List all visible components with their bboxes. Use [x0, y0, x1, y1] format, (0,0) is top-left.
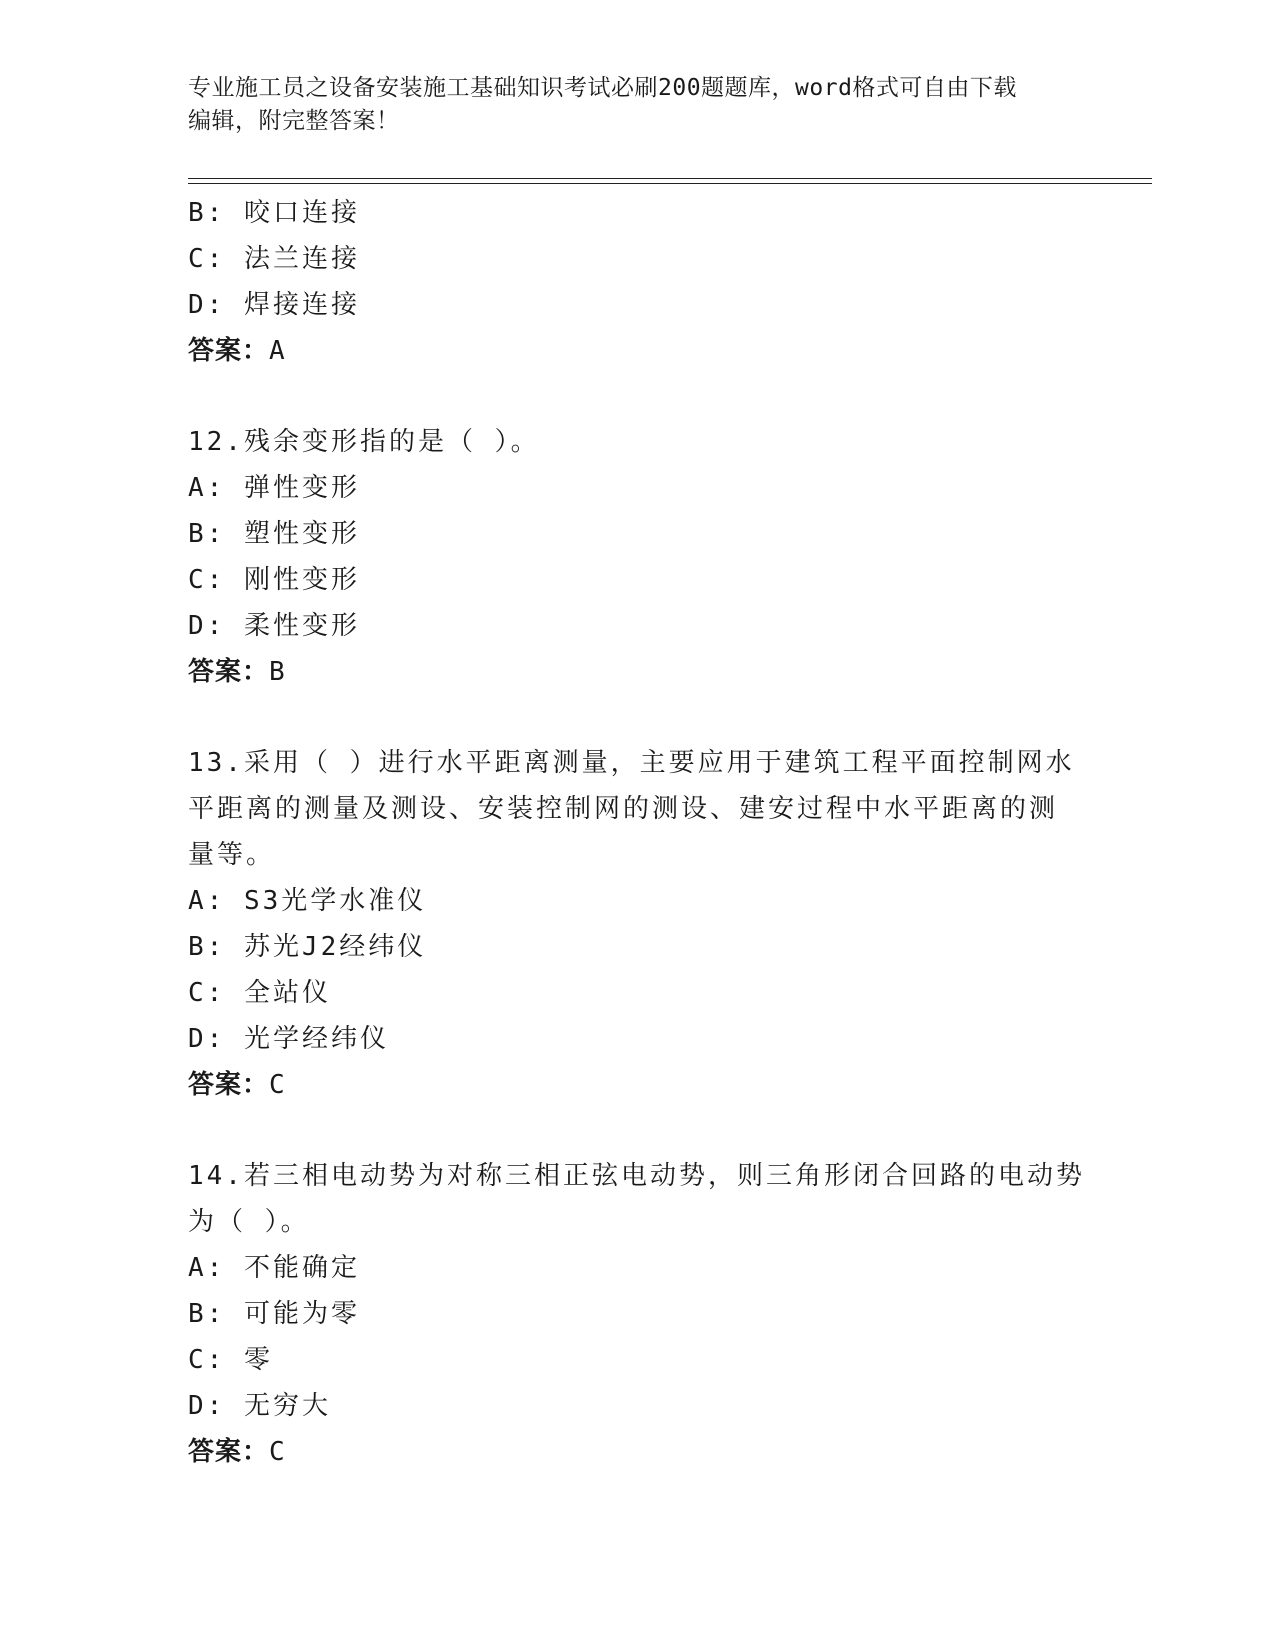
question-stem-line1: 13.采用（ ）进行水平距离测量，主要应用于建筑工程平面控制网水 — [188, 748, 1075, 778]
answer-label: 答案： — [188, 336, 270, 366]
option-a: A: S3光学水准仪 — [188, 886, 427, 916]
option-c: C: 法兰连接 — [188, 244, 360, 274]
option-d: D: 焊接连接 — [188, 290, 360, 320]
option-d: D: 柔性变形 — [188, 611, 360, 641]
option-b: B: 可能为零 — [188, 1299, 360, 1329]
header-title-line1: 专业施工员之设备安装施工基础知识考试必刷200题题库，word格式可自由下载 — [188, 75, 1017, 101]
answer-value: C — [269, 1070, 286, 1100]
answer-value: A — [269, 336, 286, 366]
question-stem-line2: 为（ ）。 — [188, 1207, 310, 1237]
option-c: C: 全站仪 — [188, 978, 331, 1008]
answer — [188, 1062, 1088, 1108]
answer-value: B — [269, 657, 286, 687]
answer-label: 答案： — [188, 1070, 270, 1100]
question-stem-line3: 量等。 — [188, 840, 276, 870]
option-a: A: 不能确定 — [188, 1253, 360, 1283]
header-title-line2: 编辑，附完整答案！ — [188, 108, 400, 134]
option-a: A: 弹性变形 — [188, 473, 360, 503]
question-list — [188, 190, 1088, 1475]
option-d: D: 光学经纬仪 — [188, 1024, 389, 1054]
question-stem-line1: 14.若三相电动势为对称三相正弦电动势，则三角形闭合回路的电动势 — [188, 1161, 1085, 1191]
header-divider-bottom — [188, 183, 1152, 184]
option-c: C: 零 — [188, 1345, 273, 1375]
question-13 — [188, 740, 1088, 1108]
option-b: B: 塑性变形 — [188, 519, 360, 549]
question-11 — [188, 190, 1088, 374]
answer — [188, 1429, 1088, 1475]
question-stem-line2: 平距离的测量及测设、安装控制网的测设、建安过程中水平距离的测 — [188, 794, 1059, 824]
answer-value: C — [269, 1437, 286, 1467]
question-12 — [188, 419, 1088, 695]
answer — [188, 649, 1088, 695]
option-b: B: 咬口连接 — [188, 198, 360, 228]
question-stem: 12.残余变形指的是（ ）。 — [188, 427, 540, 457]
answer-label: 答案： — [188, 1437, 270, 1467]
answer-label: 答案： — [188, 657, 270, 687]
answer — [188, 328, 1088, 374]
question-14 — [188, 1153, 1088, 1475]
option-b: B: 苏光J2经纬仪 — [188, 932, 427, 962]
option-c: C: 刚性变形 — [188, 565, 360, 595]
page-header — [188, 72, 1068, 138]
header-divider-top — [188, 178, 1152, 179]
option-d: D: 无穷大 — [188, 1391, 331, 1421]
